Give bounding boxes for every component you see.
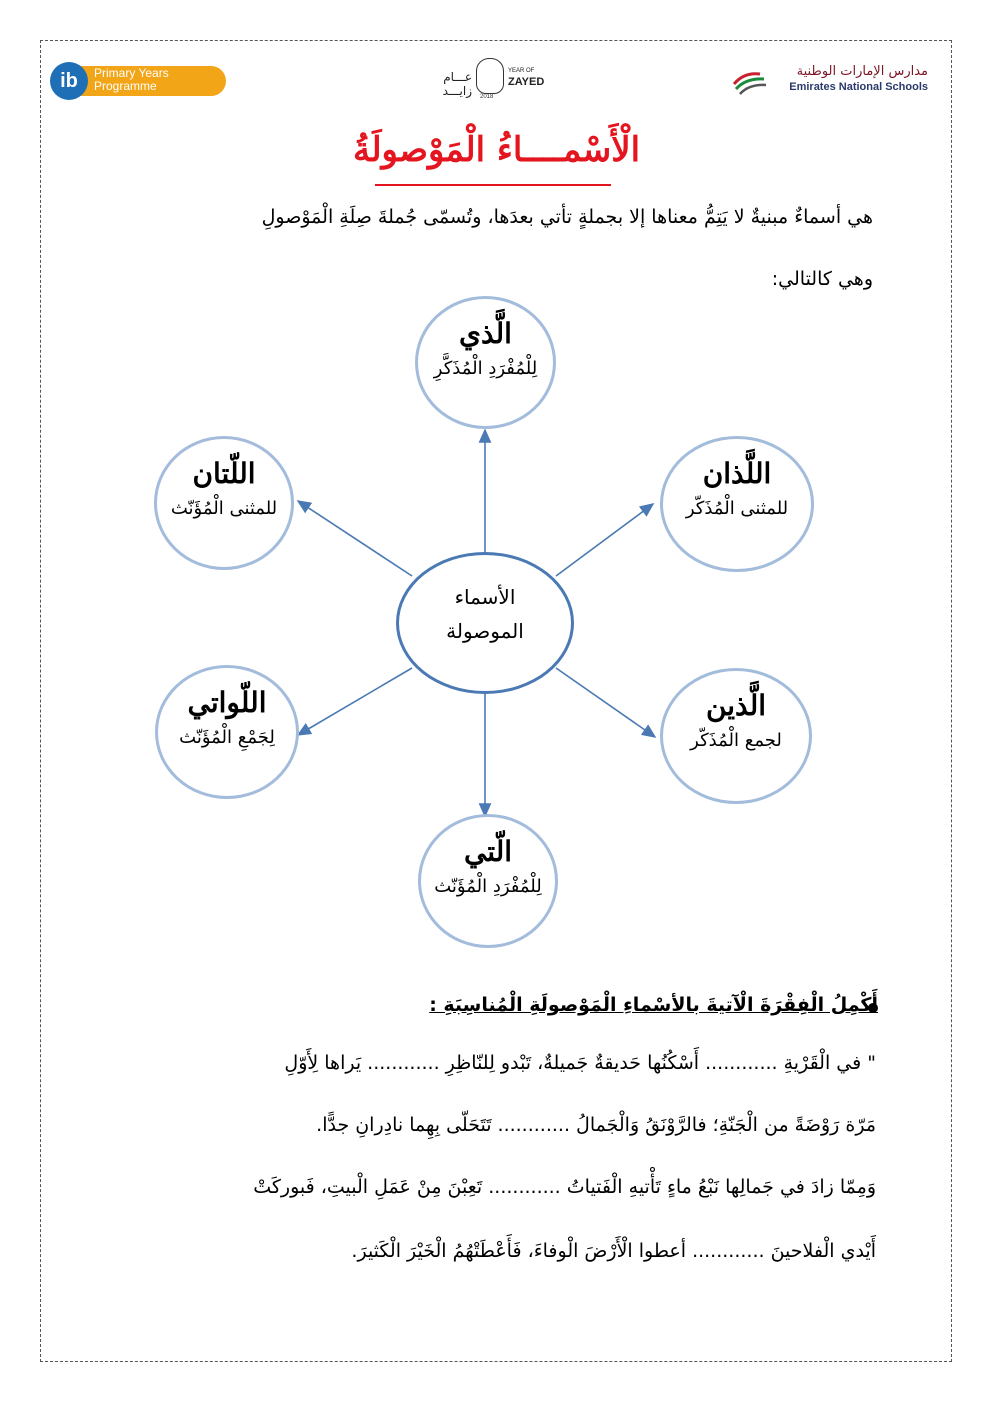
ib-logo-line2: Programme <box>94 79 157 93</box>
node-allati <box>418 814 558 948</box>
zayed-logo-small: YEAR OF <box>508 68 535 74</box>
arrow-to-alladhan <box>556 504 653 576</box>
zayed-logo-arabic: عـــام زايـــد <box>442 70 472 98</box>
center-node-line-2: الموصولة <box>446 619 524 643</box>
node-allawati <box>155 665 299 799</box>
center-node-line-1: الأسماء <box>454 585 516 609</box>
node-allati-name: الّتي <box>463 835 513 868</box>
node-allati-desc: لِلْمُفْرَدِ الْمُؤَنّث <box>434 876 542 897</box>
exercise-line-4: أَيْدي الْفلاحينَ ............ أعطوا الْأَرْضَ الْوفاءَ، فَأَعْطَتْهُمُ الْخَيْرَ الْكَثيرَ. <box>351 1240 876 1262</box>
node-alladhan-desc: للمثنى الْمُذَكّر <box>685 498 789 519</box>
arrow-to-alladhina <box>556 668 655 737</box>
node-alladhina-name: الَّذين <box>705 689 767 722</box>
ib-logo-circle: ib <box>50 62 88 100</box>
node-alladhina <box>660 668 812 804</box>
zayed-logo-year: 2018 <box>480 94 494 100</box>
node-allatan <box>154 436 294 570</box>
ens-logo-arabic: مدارس الإمارات الوطنية <box>796 64 928 79</box>
node-alladhi-name: الَّذي <box>459 317 512 350</box>
node-alladhina-desc: لجمع الْمُذَكّر <box>690 730 782 751</box>
page-title: الْأَسْمــــاءُ الْمَوْصولَةُ <box>352 130 641 170</box>
exercise-line-2: مَرّة رَوْضَةً من الْجَنّةِ؛ فالرَّوْنَقُ وَالْجَمالُ ............ تَتَحَلّى بِهِما نادِرانِ جدًّا. <box>316 1114 876 1136</box>
node-alladhan-name: اللَّذان <box>702 457 772 490</box>
intro-line-1: هي أسماءٌ مبنيةٌ لا يَتِمُّ معناها إلا بجملةٍ تأتي بعدَها، وتُسمّى جُملةَ صِلَةِ الْمَوْصولِ <box>261 206 873 228</box>
ens-logo-english: Emirates National Schools <box>789 81 928 93</box>
node-alladhi-desc: لِلْمُفْرَدِ الْمُذَكَّرِ <box>433 358 538 379</box>
node-allawati-desc: لِجَمْعِ الْمُؤَنّث <box>179 727 275 748</box>
exercise-line-1: " في الْقَرْيةِ ............ أَسْكُنُها حَديقةٌ جَميلةٌ، تَبْدو لِلنّاظِرِ ............ يَراها لِأَوّلِ <box>284 1052 876 1074</box>
zayed-logo-name: ZAYED <box>508 76 545 88</box>
intro-line-2: وهي كالتالي: <box>771 268 873 290</box>
node-allawati-name: اللّواتي <box>187 686 267 719</box>
node-alladhi <box>415 296 556 429</box>
node-alladhan <box>660 436 814 572</box>
ib-logo-line1: Primary Years <box>94 66 169 80</box>
exercise-line-3: وَمِمّا زادَ في جَمالِها نَبْعُ ماءٍ تَأْتيهِ الْفَتياتُ ............ تَعِبْنَ مِنْ عَمَلِ الْبيتِ، فَبوركَتْ <box>253 1176 876 1198</box>
arrow-to-allatan <box>298 501 412 576</box>
arrow-to-allawati <box>298 668 412 735</box>
node-allatan-desc: للمثنى الْمُؤَنّث <box>170 498 278 519</box>
exercise-instruction <box>429 994 878 1016</box>
exercise-instruction-text: أَكْمِلُ الْفِقْرَةَ الْآتيةَ بالأسْماءِ الْمَوْصولَةِ الْمُناسِبَةِ : <box>429 994 878 1016</box>
node-allatan-name: اللّتان <box>192 457 256 490</box>
center-node <box>396 552 574 694</box>
